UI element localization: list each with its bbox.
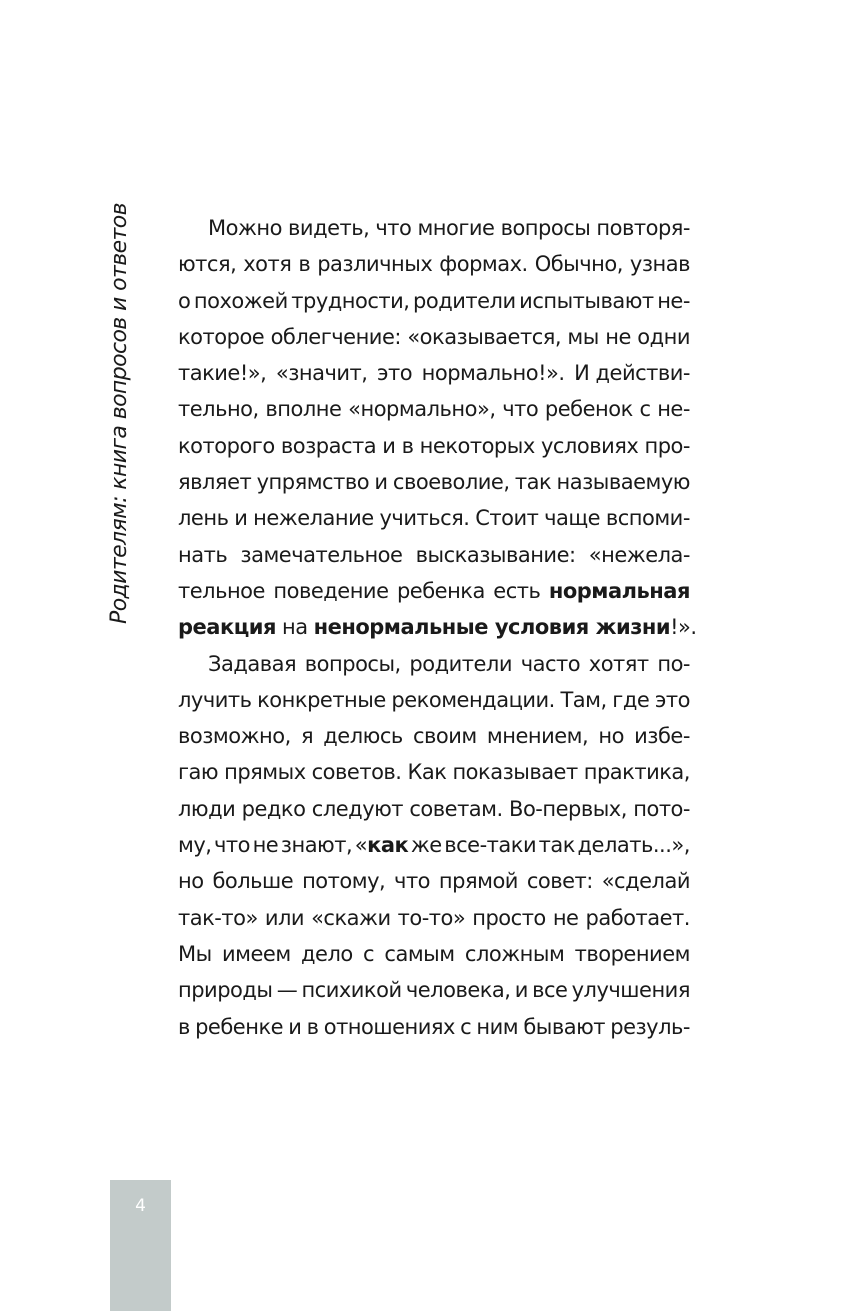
word: поведение [273, 578, 389, 603]
text-line [178, 391, 690, 427]
word: испытывают [519, 288, 654, 313]
word: являет [178, 470, 252, 495]
word: формах. [439, 252, 528, 277]
word: что [375, 216, 412, 240]
word: так-то» [178, 905, 258, 930]
word: что [502, 397, 539, 422]
word: му, [178, 833, 212, 858]
word: прямых [224, 760, 306, 785]
body-text [178, 210, 697, 1045]
word: видеть, [288, 216, 370, 240]
word: в [298, 252, 311, 277]
word: то-то» [397, 905, 466, 930]
word: так [514, 470, 552, 495]
text-line [178, 718, 690, 754]
word: «сделай [601, 869, 690, 894]
word: «как [354, 833, 409, 858]
text-line [178, 573, 690, 609]
running-head-text: Родителям: книга вопросов и ответов [106, 203, 132, 624]
word: не [552, 905, 579, 930]
text-line [178, 936, 690, 972]
word: такие!», [178, 361, 267, 386]
word: ним [476, 1014, 519, 1039]
word: тельное [178, 578, 265, 603]
word: потому, [302, 869, 386, 894]
text-line [178, 210, 690, 246]
word: гаю [178, 760, 219, 785]
word: человека, [405, 978, 511, 1003]
word: но [178, 869, 204, 894]
word: с [363, 941, 375, 966]
word: что [394, 869, 431, 894]
text-line [178, 500, 690, 536]
word: условиях [540, 433, 639, 458]
word: «нежела- [588, 542, 690, 567]
word: «скажи [311, 905, 391, 930]
word: возраста [280, 433, 377, 458]
word: трудности, [291, 288, 410, 313]
page-number-tab [110, 1180, 171, 1311]
word: отношениях [323, 1014, 455, 1039]
word: с [639, 397, 651, 422]
word: повторя- [596, 216, 690, 240]
word: своим [412, 724, 477, 749]
word: учиться. [379, 506, 470, 531]
word: Там, [560, 687, 607, 712]
word: про- [644, 433, 690, 458]
text-line [178, 646, 690, 682]
word: которое [178, 324, 265, 349]
word: показывает [452, 760, 578, 785]
word: природы [178, 978, 273, 1003]
word: часто [520, 651, 581, 676]
word: своеволие, [392, 470, 510, 495]
word: это [654, 687, 690, 712]
text-line [178, 609, 697, 645]
word: облегчение: [270, 324, 401, 349]
word: все-таки [444, 833, 537, 858]
word: «оказывается, [407, 324, 562, 349]
text-line [178, 863, 690, 899]
word: чаще [544, 506, 601, 531]
word: Стоит [475, 506, 539, 531]
word: бывают [523, 1014, 606, 1039]
word: мнением, [486, 724, 589, 749]
word: «значит, [275, 361, 368, 386]
word: вполне [265, 397, 342, 422]
word: и [514, 978, 528, 1003]
page-number: 4 [135, 1196, 146, 1216]
word: о [178, 288, 191, 313]
word: вопросы, [304, 651, 401, 676]
word: родители [409, 651, 512, 676]
text-line [178, 682, 690, 718]
word: это [376, 361, 413, 386]
word: Во-первых, [509, 796, 627, 821]
word: хотя [243, 252, 292, 277]
word: психикой [301, 978, 402, 1003]
word: что [214, 833, 251, 858]
word: имеем [222, 941, 291, 966]
word: советов. [311, 760, 402, 785]
word: в [178, 1014, 190, 1039]
word: и [382, 433, 396, 458]
word: все [532, 978, 568, 1003]
word: одни [637, 324, 690, 349]
word: не [252, 833, 279, 858]
word: замечательное [240, 542, 403, 567]
word: некоторых [419, 433, 535, 458]
text-line [178, 754, 690, 790]
word: нормально!». [421, 361, 565, 386]
word: вопросы [500, 216, 591, 240]
word: есть [493, 578, 541, 603]
text-line [178, 1009, 690, 1045]
word: Обычно, [534, 252, 623, 277]
word: ребенок [544, 397, 633, 422]
word: на [281, 615, 308, 640]
word: и [288, 1014, 302, 1039]
text-line [178, 428, 690, 464]
word: высказывание: [415, 542, 576, 567]
word: Мы [178, 941, 212, 966]
word: ребенка [396, 578, 485, 603]
word: избе- [634, 724, 690, 749]
word: я [300, 724, 314, 749]
word: лень [178, 506, 229, 531]
word: реакция [178, 615, 276, 640]
text-line [178, 464, 690, 500]
text-line [178, 972, 690, 1008]
word: нежелание [253, 506, 374, 531]
text-line [178, 537, 690, 573]
word: просто [472, 905, 546, 930]
word: делать...», [577, 833, 690, 858]
word: в [401, 433, 414, 458]
text-line [178, 355, 690, 391]
word: тельно, [178, 397, 259, 422]
word: делюсь [323, 724, 403, 749]
word: не- [657, 397, 690, 422]
word: улучшения [571, 978, 690, 1003]
word: же [410, 833, 442, 858]
word: многие [417, 216, 495, 240]
text-line [178, 283, 690, 319]
word: или [264, 905, 305, 930]
word: больше [212, 869, 294, 894]
word: конкретные [257, 687, 386, 712]
word: сложным [464, 941, 565, 966]
word: не- [657, 288, 690, 313]
word: и [234, 506, 248, 531]
word: практика, [583, 760, 690, 785]
word: самым [384, 941, 455, 966]
word: нормальная [548, 578, 690, 603]
word: И действи- [574, 361, 690, 386]
word: творением [574, 941, 690, 966]
word: где [612, 687, 650, 712]
word: различных [317, 252, 433, 277]
word: которого [178, 433, 275, 458]
word: Задавая [208, 651, 297, 676]
word: люди [178, 796, 236, 821]
word: в [306, 1014, 319, 1039]
word: с [460, 1014, 472, 1039]
word: похожей [193, 288, 288, 313]
word: нать [178, 542, 228, 567]
text-line [178, 900, 690, 936]
word: редко [241, 796, 306, 821]
word: по- [657, 651, 690, 676]
word: родители [413, 288, 516, 313]
word: узнав [629, 252, 690, 277]
word: ются, [178, 252, 237, 277]
word: ребенке [195, 1014, 284, 1039]
word: так [538, 833, 575, 858]
word: советам. [409, 796, 503, 821]
word: Можно [208, 216, 282, 240]
word: Как [407, 760, 447, 785]
word: и [374, 470, 388, 495]
word: дело [301, 941, 353, 966]
word: упрямство [256, 470, 370, 495]
word: лучить [178, 687, 252, 712]
word: совет: [526, 869, 593, 894]
running-head [101, 203, 137, 624]
word: мы [567, 324, 599, 349]
word: называемую [556, 470, 690, 495]
word: но [598, 724, 624, 749]
word: — [276, 978, 298, 1003]
word: возможно, [178, 724, 291, 749]
text-line [178, 791, 690, 827]
word: не [605, 324, 631, 349]
word: следуют [311, 796, 404, 821]
text-line [178, 827, 690, 863]
word: прямой [438, 869, 518, 894]
word: работает. [585, 905, 690, 930]
word: знают, [280, 833, 353, 858]
word: вспоми- [605, 506, 690, 531]
word: рекомендации. [391, 687, 555, 712]
word: «нормально», [348, 397, 496, 422]
text-line [178, 319, 690, 355]
text-line [178, 246, 690, 282]
word: резуль- [610, 1014, 690, 1039]
word: пото- [633, 796, 690, 821]
word: хотят [588, 651, 649, 676]
word: ненормальные условия жизни!». [313, 615, 697, 640]
